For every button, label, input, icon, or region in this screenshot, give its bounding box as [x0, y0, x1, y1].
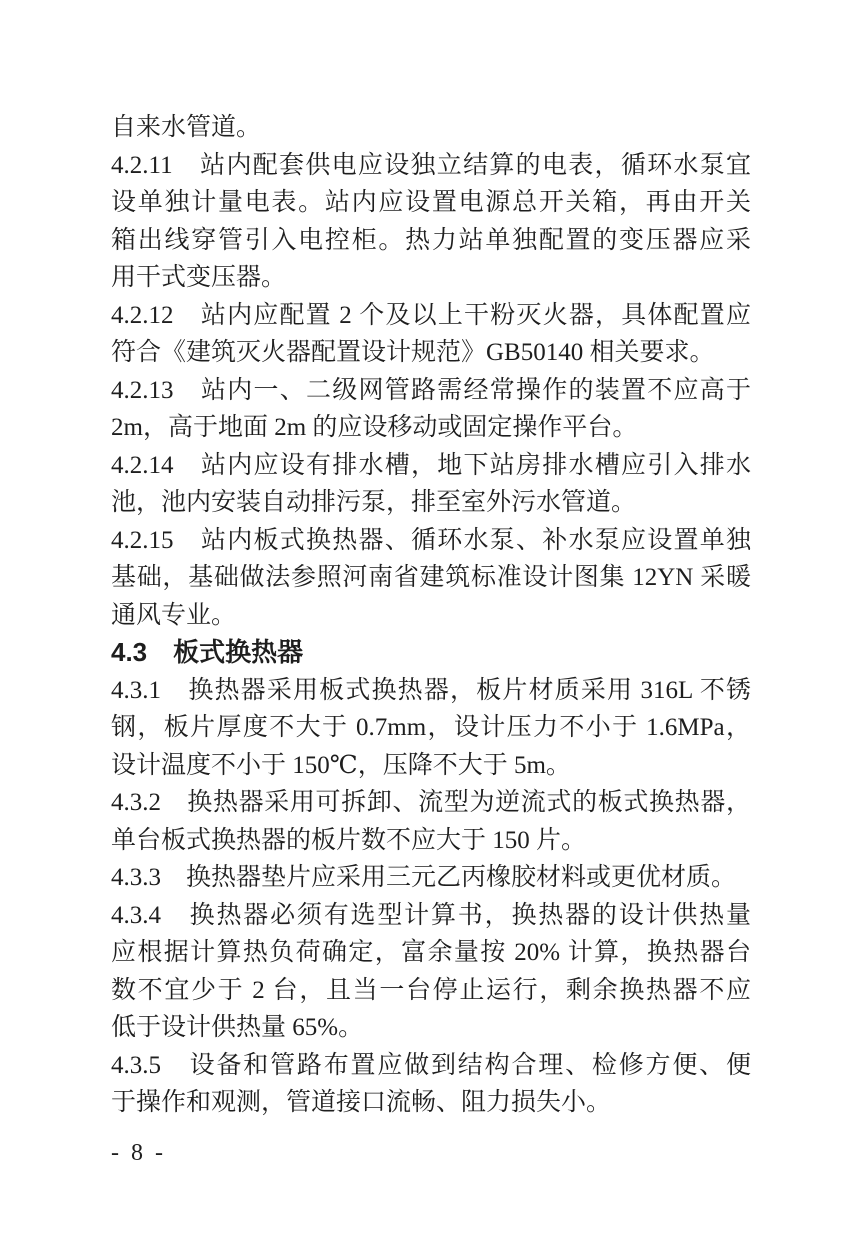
text-line: 于操作和观测，管道接口流畅、阻力损失小。: [111, 1089, 612, 1116]
text-line: 数不宜少于 2 台，且当一台停止运行，剩余换热器不应: [111, 976, 751, 1004]
text-line: 钢，板片厚度不大于 0.7mm，设计压力不小于 1.6MPa，: [111, 714, 751, 741]
text-line: 设计温度不小于 150℃，压降不大于 5m。: [111, 751, 571, 779]
text-line: 自来水管道。: [111, 114, 262, 141]
text-line: 符合《建筑灭火器配置设计规范》GB50140 相关要求。: [111, 339, 715, 366]
clause-4.3.2-line: 4.3.2 换热器采用可拆卸、流型为逆流式的板式换热器，: [111, 789, 751, 816]
clause-4.3.3-line: 4.3.3 换热器垫片应采用三元乙丙橡胶材料或更优材质。: [111, 864, 737, 891]
text-line: 低于设计供热量 65%。: [111, 1014, 364, 1041]
clause-4.2.11-line: 4.2.11 站内配套供电应设独立结算的电表，循环水泵宜: [111, 151, 751, 179]
text-column: [111, 109, 751, 1122]
text-line: 箱出线穿管引入电控柜。热力站单独配置的变压器应采: [111, 226, 751, 254]
clause-4.2.12-line: 4.2.12 站内应配置 2 个及以上干粉灭火器，具体配置应: [111, 301, 751, 329]
text-line: 池，池内安装自动排污泵，排至室外污水管道。: [111, 489, 637, 516]
page-number: - 8 -: [111, 1139, 166, 1166]
clause-4.2.15-line: 4.2.15 站内板式换热器、循环水泵、补水泵应设置单独: [111, 526, 751, 554]
text-line: 用干式变压器。: [111, 264, 287, 291]
text-line: 基础，基础做法参照河南省建筑标准设计图集 12YN 采暖: [111, 564, 751, 591]
text-line: 设单独计量电表。站内应设置电源总开关箱，再由开关: [111, 189, 751, 216]
clause-4.3.5-line: 4.3.5 设备和管路布置应做到结构合理、检修方便、便: [111, 1051, 751, 1079]
section-heading-4.3: 4.3 板式换热器: [111, 637, 304, 667]
text-line: 单台板式换热器的板片数不应大于 150 片。: [111, 826, 587, 854]
clause-4.3.1-line: 4.3.1 换热器采用板式换热器，板片材质采用 316L 不锈: [111, 676, 751, 704]
clause-4.2.13-line: 4.2.13 站内一、二级网管路需经常操作的装置不应高于: [111, 376, 751, 404]
text-line: 通风专业。: [111, 601, 237, 629]
clause-4.2.14-line: 4.2.14 站内应设有排水槽，地下站房排水槽应引入排水: [111, 451, 751, 479]
clause-4.3.4-line: 4.3.4 换热器必须有选型计算书，换热器的设计供热量: [111, 901, 751, 929]
text-line: 2m，高于地面 2m 的应设移动或固定操作平台。: [111, 414, 638, 441]
text-line: 应根据计算热负荷确定，富余量按 20% 计算，换热器台: [111, 939, 751, 966]
